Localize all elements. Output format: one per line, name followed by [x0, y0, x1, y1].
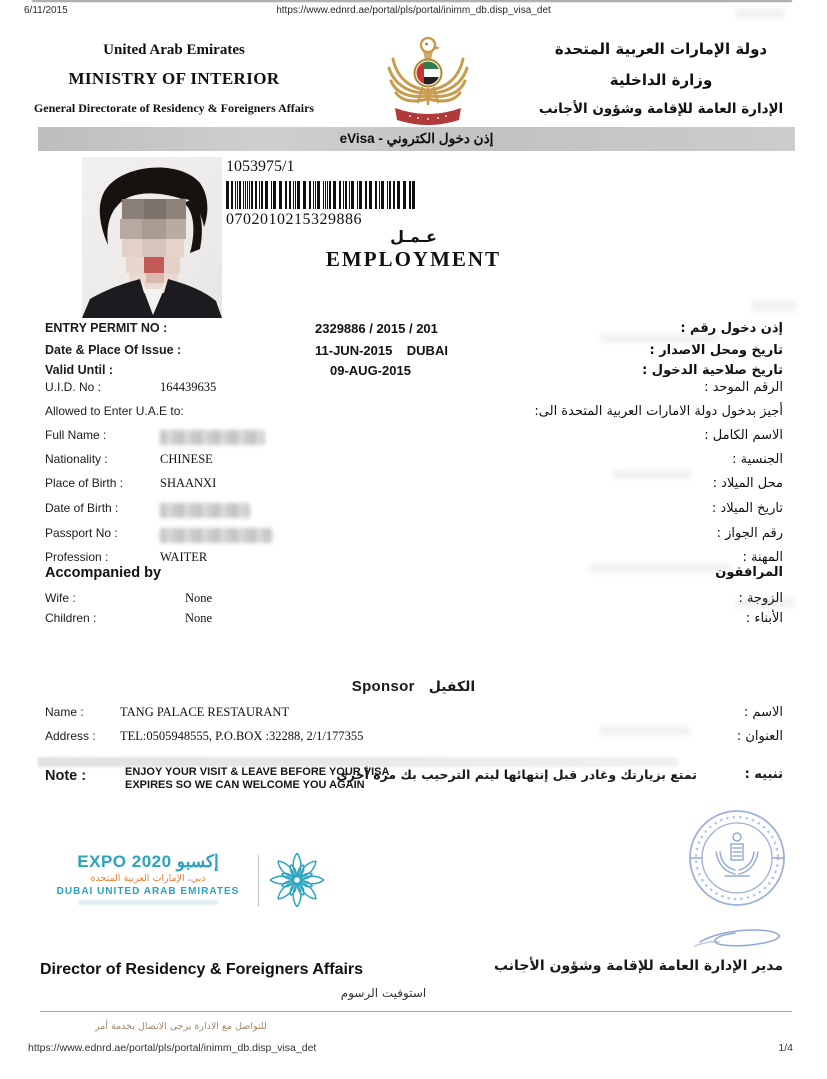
field-value: None [185, 591, 213, 605]
field-label-arabic: العنوان : [736, 729, 783, 744]
field-label-arabic: الأبناء : [745, 611, 783, 626]
field-label-arabic: الزوجة : [738, 591, 783, 606]
field-label: Address : [45, 729, 96, 743]
field-label: U.I.D. No : [45, 380, 102, 394]
field-label-arabic: الجنسية : [732, 452, 783, 467]
field-value: 11-JUN-2015 DUBAI [315, 343, 448, 358]
field-value: 09-AUG-2015 [330, 363, 411, 378]
field-row-entry-permit-no [0, 321, 827, 341]
field-row-place-of-birth [0, 476, 827, 496]
expo-logo-line1: EXPO 2020 إكسبو [77, 852, 219, 871]
field-row-full-name [0, 428, 827, 448]
evisa-banner-title: eVisa - إذن دخول الكتروني [339, 131, 494, 146]
field-label-arabic: الاسم : [743, 705, 783, 720]
ministry-name: MINISTRY OF INTERIOR [68, 69, 280, 88]
director-title-arabic: مدير الإدارة العامة للإقامة وشؤون الأجانب [493, 958, 783, 974]
ministry-name-arabic: وزارة الداخلية [609, 71, 713, 89]
redacted-value [160, 503, 250, 518]
expo-logo-faded-line [78, 900, 218, 905]
field-value: CHINESE [160, 452, 213, 466]
field-label: Nationality : [45, 452, 108, 466]
field-label: Full Name : [45, 428, 107, 442]
visa-file-number: 1053975/1 [226, 158, 295, 175]
field-label: Name : [45, 705, 84, 719]
field-row-allowed-to-enter [0, 404, 827, 424]
field-label: Date & Place Of Issue : [45, 343, 182, 357]
field-label: ENTRY PERMIT NO : [45, 321, 168, 335]
field-label-arabic: تاريخ صلاحية الدخول : [642, 363, 783, 378]
field-value: 164439635 [160, 380, 217, 394]
country-name-arabic: دولة الإمارات العربية المتحدة [554, 40, 768, 58]
note-text-arabic: تمتع بزيارتك وغادر قبل إنتهائها ليتم الترحيب بك مرة أخرى [336, 767, 697, 782]
directorate-name: General Directorate of Residency & Foreigners Affairs [33, 101, 315, 115]
field-label: Children : [45, 611, 97, 625]
directorate-name-arabic: الإدارة العامة للإقامة وشؤون الأجانب [538, 101, 784, 117]
print-date: 6/11/2015 [24, 5, 68, 16]
field-label-arabic: تاريخ الميلاد : [711, 501, 783, 516]
expo-2020-logo [48, 852, 248, 905]
note-label: Note : [45, 768, 87, 784]
field-value: WAITER [160, 550, 208, 564]
expo-rosette-icon [268, 851, 326, 914]
page-number: 1/4 [778, 1042, 793, 1054]
scan-streak [32, 0, 792, 2]
field-label-arabic: إذن دخول رقم : [680, 321, 783, 336]
redacted-value [160, 430, 265, 445]
field-label-arabic: المهنة : [742, 550, 783, 565]
field-value: SHAANXI [160, 476, 217, 490]
field-row-date-place-of-issue [0, 343, 827, 363]
field-label: Profession : [45, 550, 109, 564]
signature-scribble [695, 930, 779, 946]
field-row-uid-no [0, 380, 827, 400]
field-label: Date of Birth : [45, 501, 119, 515]
sponsor-heading-row [0, 678, 827, 695]
expo-logo-divider [258, 855, 259, 907]
official-stamp-icon [675, 800, 800, 970]
country-name: United Arab Emirates [103, 42, 245, 58]
accompanied-by-heading: Accompanied by [45, 565, 162, 581]
contact-note-arabic: للتواصل مع الادارة يرجى الاتصال بخدمة أمر [95, 1021, 267, 1032]
barcode-number: 0702010215329886 [226, 211, 362, 228]
sponsor-heading: Sponsor [351, 678, 415, 695]
field-label: Valid Until : [45, 363, 114, 377]
expo-logo-line3: DUBAI UNITED ARAB EMIRATES [56, 886, 240, 897]
footer-url: https://www.ednrd.ae/portal/pls/portal/inimm_db.disp_visa_det [28, 1042, 317, 1054]
field-row-nationality [0, 452, 827, 472]
visa-type-arabic: عـمـل [390, 227, 437, 246]
expo-logo-line2: دبي، الإمارات العربية المتحدة [90, 873, 206, 884]
field-label-arabic: الاسم الكامل : [704, 428, 783, 443]
field-row-sponsor-name [0, 705, 827, 725]
field-label: Allowed to Enter U.A.E to: [45, 404, 184, 418]
field-label: Place of Birth : [45, 476, 124, 490]
field-row-children [0, 611, 827, 631]
bleed-through-smudge [751, 300, 797, 312]
accompanied-by-heading-arabic: المرافقون [715, 565, 783, 580]
field-label: Wife : [45, 591, 76, 605]
field-label-arabic: أجيز بدخول دولة الامارات العربية المتحدة الى: [534, 404, 783, 419]
field-value: 2329886 / 2015 / 201 [315, 321, 438, 336]
redacted-value [160, 528, 272, 543]
note-text-line2: EXPIRES SO WE CAN WELCOME YOU AGAIN [125, 779, 365, 791]
evisa-banner [38, 127, 795, 151]
sponsor-heading-arabic: الكفيل [428, 679, 476, 695]
note-text-line1: ENJOY YOUR VISIT & LEAVE BEFORE YOUR VISA [125, 766, 390, 778]
field-row-date-of-birth [0, 501, 827, 521]
field-value: None [185, 611, 213, 625]
fees-collected-note-arabic: استوفيت الرسوم [340, 986, 427, 1000]
field-row-sponsor-address [0, 729, 827, 749]
field-row-wife [0, 591, 827, 611]
director-title: Director of Residency & Foreigners Affairs [40, 961, 364, 978]
accompanied-by-heading-row [0, 565, 827, 585]
uae-falcon-emblem-icon [382, 32, 474, 132]
field-label-arabic: محل الميلاد : [712, 476, 783, 491]
field-value: TEL:0505948555, P.O.BOX :32288, 2/1/177355 [120, 729, 364, 743]
visa-type-english: EMPLOYMENT [325, 247, 502, 271]
field-label-arabic: رقم الجواز : [716, 526, 783, 541]
barcode [226, 181, 450, 209]
field-value: TANG PALACE RESTAURANT [120, 705, 290, 719]
field-label: Passport No : [45, 526, 118, 540]
note-label-arabic: تنبيه : [744, 767, 783, 782]
footer-divider [40, 1011, 792, 1012]
field-label-arabic: تاريخ ومحل الاصدار : [649, 343, 783, 358]
field-label-arabic: الرقم الموحد : [704, 380, 783, 395]
field-row-passport-no [0, 526, 827, 546]
header-url: https://www.ednrd.ae/portal/pls/portal/inimm_db.disp_visa_det [276, 5, 551, 16]
